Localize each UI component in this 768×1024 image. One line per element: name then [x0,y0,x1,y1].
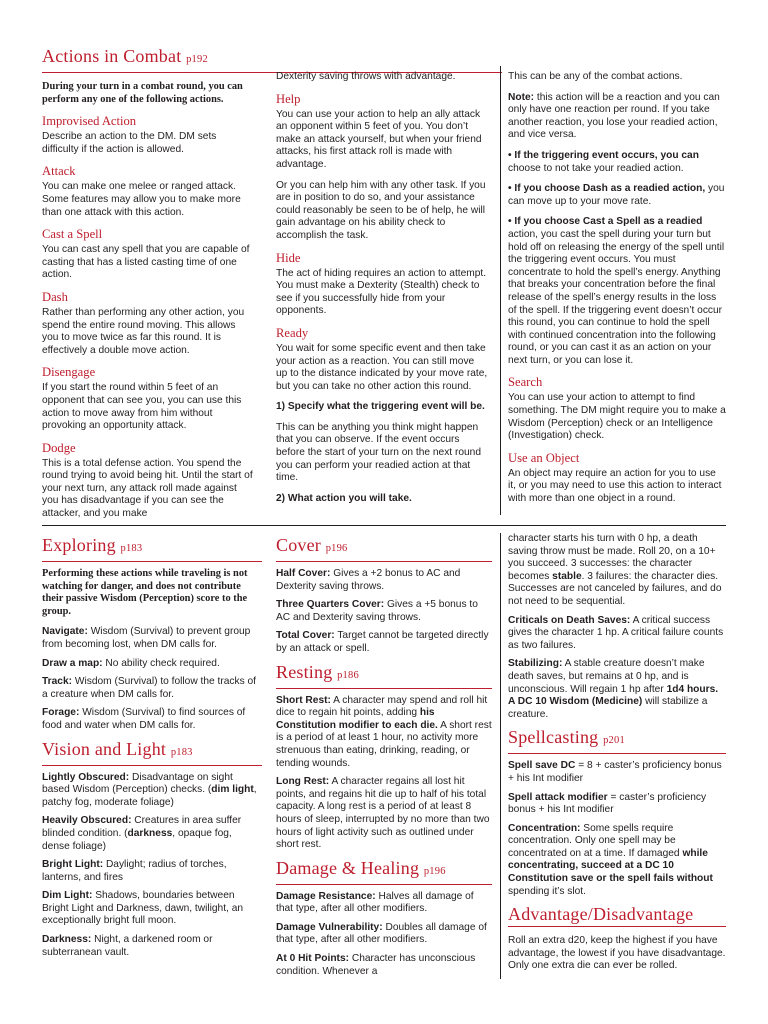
ready-continued: This can be any of the combat actions. [508,71,683,82]
damage-zero-hp: At 0 Hit Points: Character has unconscious condition. Whenever a [276,953,476,977]
exploring-draw-map: Draw a map: No ability check required. [42,657,220,669]
ready-text: You wait for some specific event and then take your action as a reaction. You can still move up to the distance indicated by your move rate, but you can take no other action this round. [276,342,488,392]
resting-short: Short Rest: A character may spend and roll hit dice to regain hit points, adding his Constitution modifier to each die. A short rest is a period of at least 1 hour, no activity more strenuous than eating, drinking, reading, or tending wounds. [276,694,492,769]
search-text: You can use your action to attempt to find something. The DM might require you to make a Wisdom (Perception) check or an Intelligence (Investigation) check. [508,392,726,442]
damage-vulnerability: Damage Vulnerability: Doubles all damage of that type, after all other modifiers. [276,921,487,946]
disengage-text: If you start the round within 5 feet of an opponent that can see you, you can use this action to move away from him without provoking an opportunity attack. [42,382,242,432]
attack-text: You can make one melee or ranged attack. Some features may allow you to make more than one attack with this action. [42,181,241,218]
vision-heavily-obscured: Heavily Obscured: Creatures in area suffer blinded condition. (darkness, opaque fog, dense foliage) [42,815,242,852]
help-text-1: You can use your action to help an ally attack an opponent within 5 feet of you. You don’t make an attack yourself, but when your friend attacks, his first attack roll is made with advantage. [276,108,482,170]
ready-bullet-3: • If you choose Cast a Spell as a readied action, you cast the spell during your turn but hold off on releasing the energy of the spell until the triggering event occurs. You must concentrate to hold the spell’s energy. Anything that breaks your concentration before the final release of the spell’s energy results in the loss of the spell. If the triggering event doesn’t occur this round, you can continue to hold the spell with continued concentration into the following round, or you can cast it as an action on your next turn, or you can lose it. [508,216,725,366]
ready-step-1-text: This can be anything you think might happen that you can observe. If the event occurs before the start of your turn on the next round you can perform your readied action at that time. [276,421,482,484]
dodge-heading: Dodge [42,440,76,455]
dash-heading: Dash [42,289,68,304]
improvised-heading: Improvised Action [42,114,137,129]
dodge-continued: Dexterity saving throws with advantage. [276,71,456,82]
combat-column-2 [276,71,488,513]
advantage-heading: Advantage/Disadvantage [508,904,726,927]
death-saves-text: character starts his turn with 0 hp, a death saving throw must be made. Roll 20, on a 10+ you succeed. 3 successes: the character becomes stable. 3 failures: the character dies. Successes are not canceled by failures, and do not need to be sequential. [508,533,722,607]
vision-darkness: Darkness: Night, a darkened room or subterranean vault. [42,934,213,958]
ready-note: Note: this action will be a reaction and you can only have one reaction per round. If you take another reaction, you lose your readied action, and vice versa. [508,91,720,141]
bottom-column-1 [42,535,262,965]
help-heading: Help [276,91,301,106]
attack-heading: Attack [42,164,76,179]
cover-half: Half Cover: Gives a +2 bonus to AC and Dexterity saving throws. [276,568,461,592]
disengage-heading: Disengage [42,365,96,380]
combat-heading: Actions in Combat p192 [42,46,502,73]
ready-heading: Ready [276,325,309,340]
hide-heading: Hide [276,250,301,265]
bottom-column-3 [508,533,726,981]
vision-dim-light: Dim Light: Shadows, boundaries between Bright Light and Darkness, dawn, twilight, an exceptionally bright full moon. [42,890,244,927]
cover-three-quarters: Three Quarters Cover: Gives a +5 bonus to AC and Dexterity saving throws. [276,599,478,623]
hide-text: The act of hiding requires an action to attempt. You must make a Dexterity (Stealth) check to see if you successfully hide from your opponents. [276,267,487,317]
help-text-2: Or you can help him with any other task. If you are in position to do so, and your assistance could reasonably be seen to be of help, he will gain advantage on his ability check to accomplish the task. [276,179,486,241]
cover-total: Total Cover: Target cannot be targeted directly by an attack or spell. [276,630,489,654]
ready-step-2: 2) What action you will take. [276,492,412,504]
damage-heading: Damage & Healing p196 [276,858,492,885]
ready-step-1: 1) Specify what the triggering event will be. [276,401,485,413]
exploring-navigate: Navigate: Wisdom (Survival) to prevent group from becoming lost, when DM calls for. [42,626,251,650]
exploring-intro: Performing these actions while traveling is not watching for danger, and does not contribute their passive Wisdom (Perception) score to the group. [42,568,248,617]
bottom-column-2 [276,535,492,984]
vision-lightly-obscured: Lightly Obscured: Disadvantage on sight based Wisdom (Perception) checks. (dim light, patchy fog, moderate foliage) [42,771,257,808]
section-divider [42,525,726,526]
spell-concentration: Concentration: Some spells require concentration. Only one spell may be concentrated on at a time. If damaged while concentrating, succeed at a DC 10 Constitution save or the spell fails without spending it’s slot. [508,822,713,897]
advantage-text: Roll an extra d20, keep the highest if you have advantage, the lowest if you have disadvantage. Only one extra die can ever be rolled. [508,935,726,972]
combat-column-3 [508,71,726,514]
improvised-text: Describe an action to the DM. DM sets difficulty if the action is allowed. [42,131,217,155]
dodge-text: This is a total defense action. You spend the round trying to avoid being hit. Until the start of your next turn, any attack roll made against you has disadvantage if you can see the attacker, and you make [42,457,253,520]
exploring-track: Track: Wisdom (Survival) to follow the tracks of a creature when DM calls for. [42,676,257,700]
resting-long: Long Rest: A character regains all lost hit points, and regains hit die up to half of his total capacity. A long rest is a period of at least 8 hours of sleep, interrupted by no more than two hours of light activity such as outlined under short rest. [276,776,490,851]
damage-resistance: Damage Resistance: Halves all damage of that type, after all other modifiers. [276,890,474,915]
vision-heading: Vision and Light p183 [42,739,262,766]
ready-bullet-2: • If you choose Dash as a readied action, you can move up to your move rate. [508,183,725,207]
cast-heading: Cast a Spell [42,227,103,242]
cast-text: You can cast any spell that you are capable of casting that has a listed casting time of one action. [42,244,250,281]
spell-save-dc: Spell save DC = 8 + caster’s proficiency bonus + his Int modifier [508,760,722,784]
combat-intro: During your turn in a combat round, you can perform any one of the following actions. [42,81,243,105]
ready-bullet-1: • If the triggering event occurs, you can choose to not take your readied action. [508,149,699,174]
exploring-forage: Forage: Wisdom (Survival) to find sources of food and water when DM calls for. [42,707,246,731]
death-criticals: Criticals on Death Saves: A critical success gives the character 1 hp. A critical failure counts as two failures. [508,614,724,651]
object-text: An object may require an action for you to use it, or you may need to use this action to interact with more than one object in a round. [508,467,722,505]
dash-text: Rather than performing any other action, you spend the entire round moving. This allows you to move twice as far this round. It is effectively a double move action. [42,306,245,356]
death-stabilizing: Stabilizing: A stable creature doesn’t make death saves, but remains at 0 hp, and is unconscious. Will regain 1 hp after 1d4 hours. A DC 10 Wisdom (Medicine) will stabilize a creature. [508,658,719,720]
spellcasting-heading: Spellcasting p201 [508,727,726,754]
cover-heading: Cover p196 [276,535,492,562]
column-divider-top [500,66,501,515]
spell-attack-modifier: Spell attack modifier = caster’s proficiency bonus + his Int modifier [508,791,707,816]
exploring-heading: Exploring p183 [42,535,262,562]
object-heading: Use an Object [508,450,580,465]
vision-bright-light: Bright Light: Daylight; radius of torches, lanterns, and fires [42,859,227,883]
search-heading: Search [508,375,543,390]
resting-heading: Resting p186 [276,662,492,689]
column-divider-bottom [500,533,501,979]
